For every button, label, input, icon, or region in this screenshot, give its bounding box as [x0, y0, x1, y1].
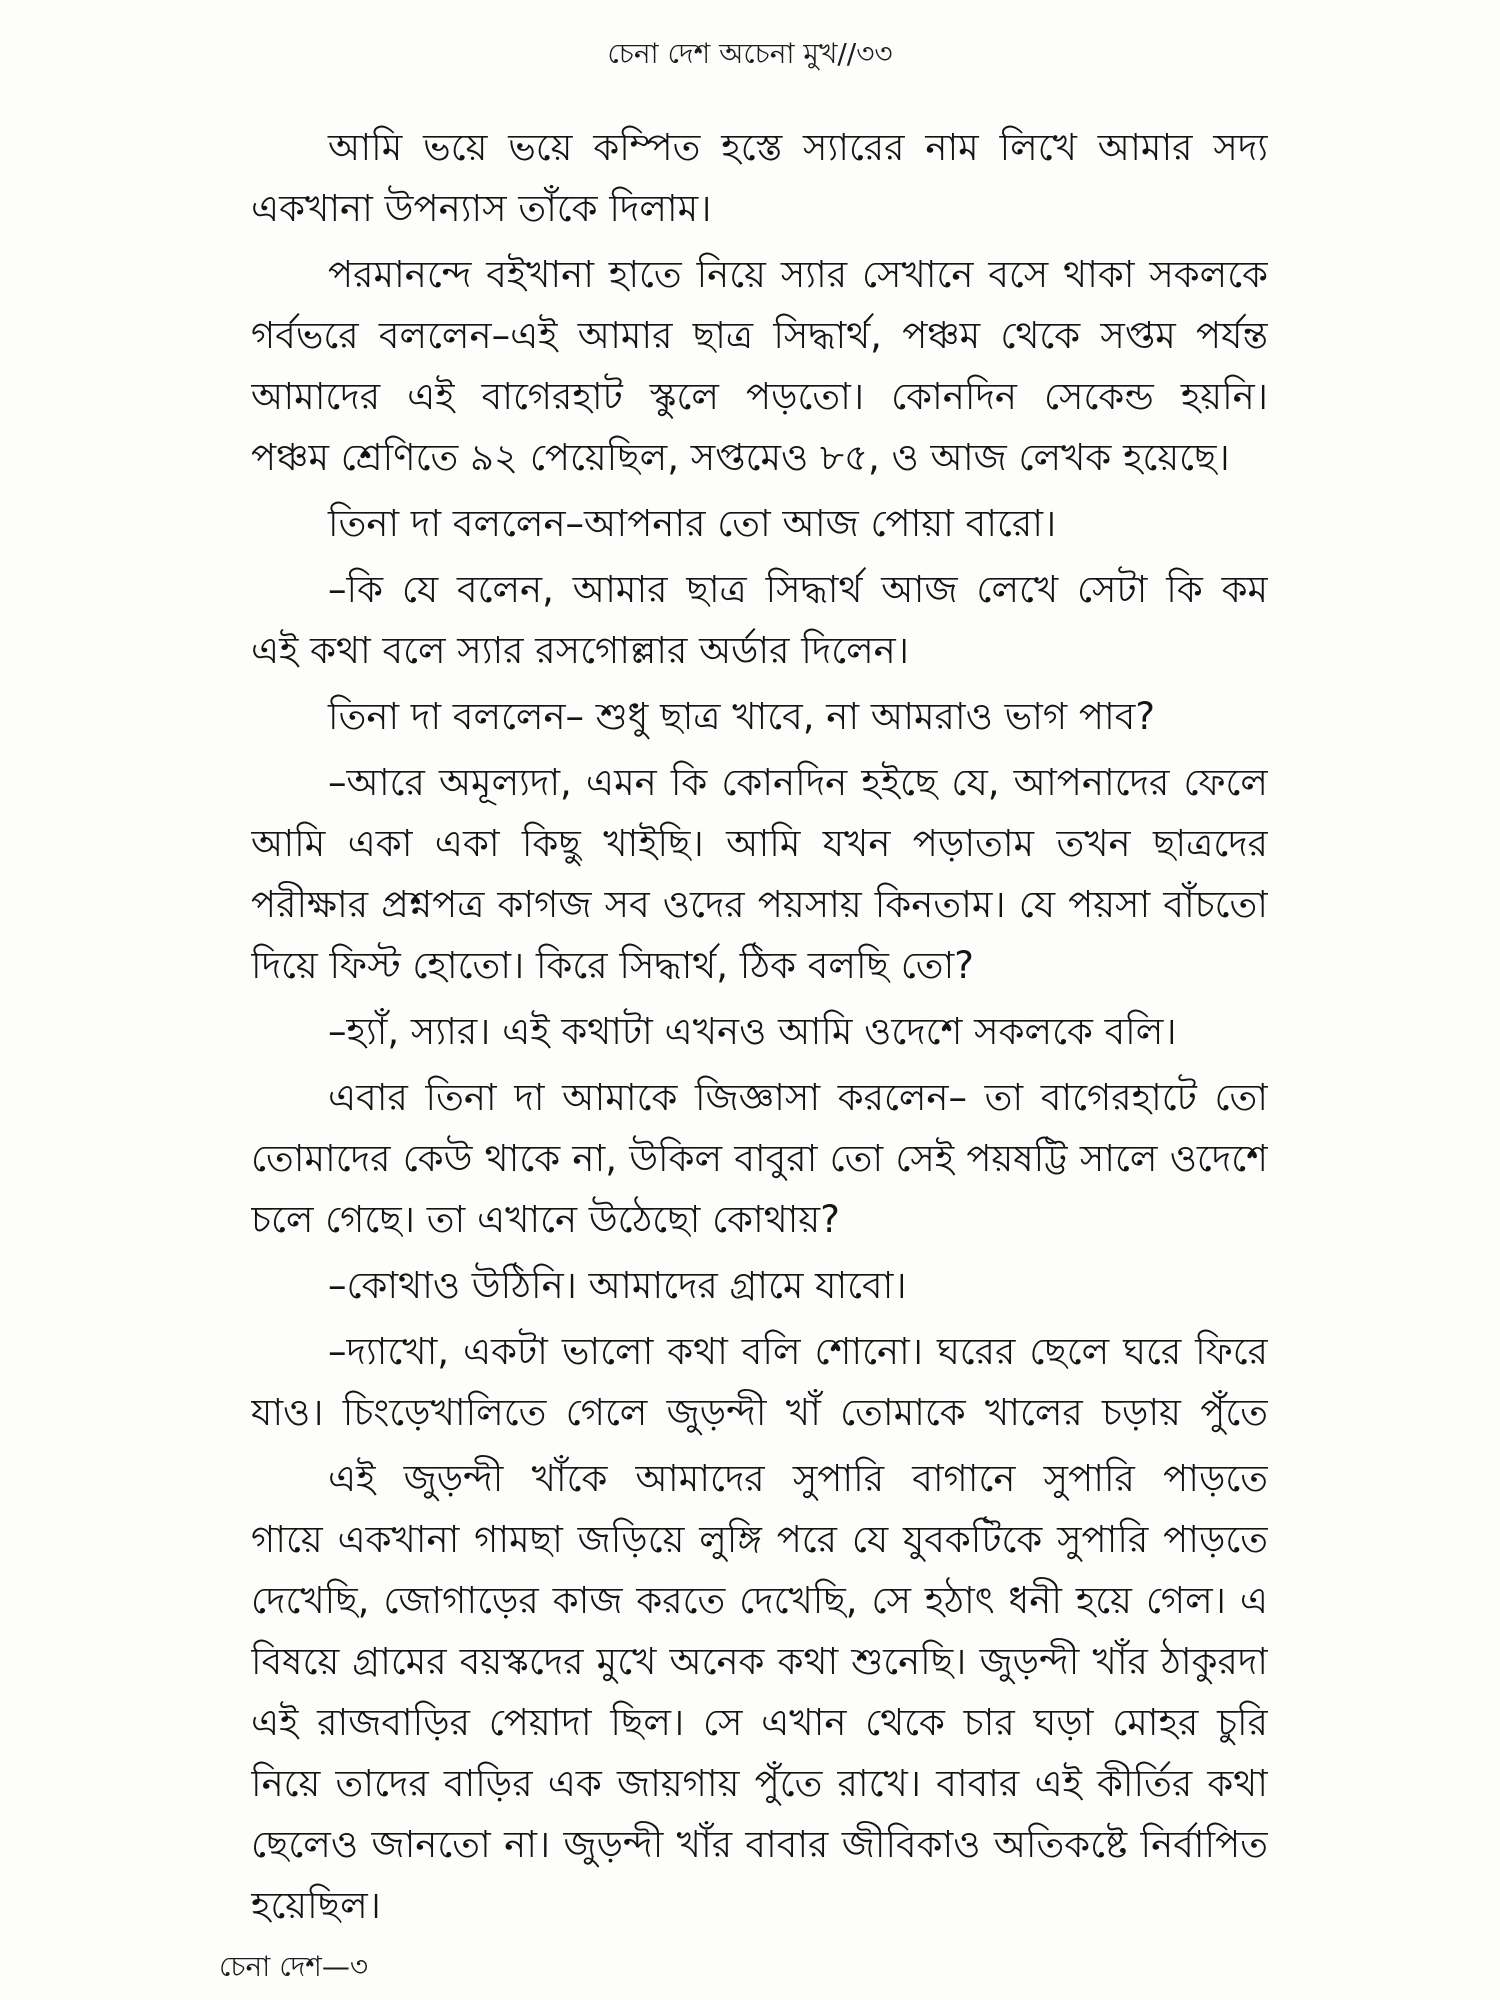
paragraph: [251, 493, 1268, 554]
paragraph-line: ছেলেও জানতো না। জুড়ন্দী খাঁর বাবার জীবিকাও অতিকষ্টে নির্বাপিত: [251, 1823, 1268, 1866]
paragraph-line: যাও। চিংড়েখালিতে গেলে জুড়ন্দী খাঁ তোমাকে খালের চড়ায় পুঁতে: [251, 1391, 1268, 1434]
paragraph-line: দেখেছি, জোগাড়ের কাজ করতে দেখেছি, সে হঠাৎ ধনী হয়ে গেল। এ: [251, 1579, 1268, 1622]
paragraph-line: এই কথা বলে স্যার রসগোল্লার অর্ডার দিলেন।: [251, 629, 909, 672]
paragraph-line: আমাদের এই বাগেরহাট স্কুলে পড়তো। কোনদিন সেকেন্ড হয়নি।: [251, 375, 1268, 418]
paragraph: [251, 117, 1268, 239]
paragraph-line: –কি যে বলেন, আমার ছাত্র সিদ্ধার্থ আজ লেখে সেটা কি কম: [328, 568, 1268, 611]
paragraph-line: চলে গেছে। তা এখানে উঠেছো কোথায়?: [251, 1198, 840, 1241]
paragraph-line: পরীক্ষার প্রশ্নপত্র কাগজ সব ওদের পয়সায় কিনতাম। যে পয়সা বাঁচতো: [251, 883, 1268, 926]
paragraph-line: আমি ভয়ে ভয়ে কম্পিত হস্তে স্যারের নাম লিখে আমার সদ্য: [328, 126, 1268, 169]
paragraph-line: এই রাজবাড়ির পেয়াদা ছিল। সে এখান থেকে চার ঘড়া মোহর চুরি: [251, 1701, 1268, 1744]
paragraph-line: –দ্যাখো, একটা ভালো কথা বলি শোনো। ঘরের ছেলে ঘরে ফিরে: [328, 1330, 1268, 1373]
paragraph-line: পঞ্চম শ্রেণিতে ৯২ পেয়েছিল, সপ্তমেও ৮৫, ও আজ লেখক হয়েছে।: [251, 436, 1230, 479]
paragraph-line: এবার তিনা দা আমাকে জিজ্ঞাসা করলেন– তা বাগেরহাটে তো: [328, 1076, 1268, 1119]
paragraph: [251, 1001, 1268, 1062]
paragraph-line: একখানা উপন্যাস তাঁকে দিলাম।: [251, 187, 712, 230]
paragraph-line: গায়ে একখানা গামছা জড়িয়ে লুঙ্গি পরে যে যুবকটিকে সুপারি পাড়তে: [251, 1518, 1268, 1561]
body-text: [251, 117, 1268, 1936]
paragraph-line: এই জুড়ন্দী খাঁকে আমাদের সুপারি বাগানে সুপারি পাড়তে: [328, 1457, 1268, 1500]
paragraph-line: তোমাদের কেউ থাকে না, উকিল বাবুরা তো সেই পয়ষট্টি সালে ওদেশে: [251, 1137, 1268, 1180]
paragraph: [251, 1255, 1268, 1316]
paragraph: [251, 752, 1268, 996]
paragraph-line: দিয়ে ফিস্ট হোতো। কিরে সিদ্ধার্থ, ঠিক বলছি তো?: [251, 944, 974, 987]
paragraph-line: পরমানন্দে বইখানা হাতে নিয়ে স্যার সেখানে বসে থাকা সকলকে: [328, 253, 1268, 296]
paragraph-line: বিষয়ে গ্রামের বয়স্কদের মুখে অনেক কথা শুনেছি। জুড়ন্দী খাঁর ঠাকুরদা: [251, 1640, 1268, 1683]
paragraph-line: হয়েছিল।: [251, 1884, 381, 1927]
paragraph-line: তিনা দা বললেন–আপনার তো আজ পোয়া বারো।: [328, 502, 1057, 545]
paragraph: [251, 244, 1268, 488]
paragraph: [251, 1321, 1268, 1443]
paragraph: [251, 1448, 1268, 1936]
paragraph-line: –আরে অমূল্যদা, এমন কি কোনদিন হইছে যে, আপনাদের ফেলে: [328, 761, 1268, 804]
running-header: চেনা দেশ অচেনা মুখ//৩৩: [607, 37, 893, 70]
footer-signature-mark: চেনা দেশ—৩: [219, 1950, 369, 1983]
paragraph-line: গর্বভরে বললেন–এই আমার ছাত্র সিদ্ধার্থ, পঞ্চম থেকে সপ্তম পর্যন্ত: [251, 314, 1268, 357]
paragraph: [251, 686, 1268, 747]
paragraph-line: নিয়ে তাদের বাড়ির এক জায়গায় পুঁতে রাখে। বাবার এই কীর্তির কথা: [251, 1762, 1268, 1805]
paragraph: [251, 1067, 1268, 1250]
paragraph-line: তিনা দা বললেন– শুধু ছাত্র খাবে, না আমরাও ভাগ পাব?: [328, 695, 1155, 738]
paragraph: [251, 559, 1268, 681]
paragraph-line: আমি একা একা কিছু খাইছি। আমি যখন পড়াতাম তখন ছাত্রদের: [251, 822, 1268, 865]
paragraph-line: –হ্যাঁ, স্যার। এই কথাটা এখনও আমি ওদেশে সকলকে বলি।: [328, 1010, 1177, 1053]
paragraph-line: –কোথাও উঠিনি। আমাদের গ্রামে যাবো।: [328, 1264, 907, 1307]
